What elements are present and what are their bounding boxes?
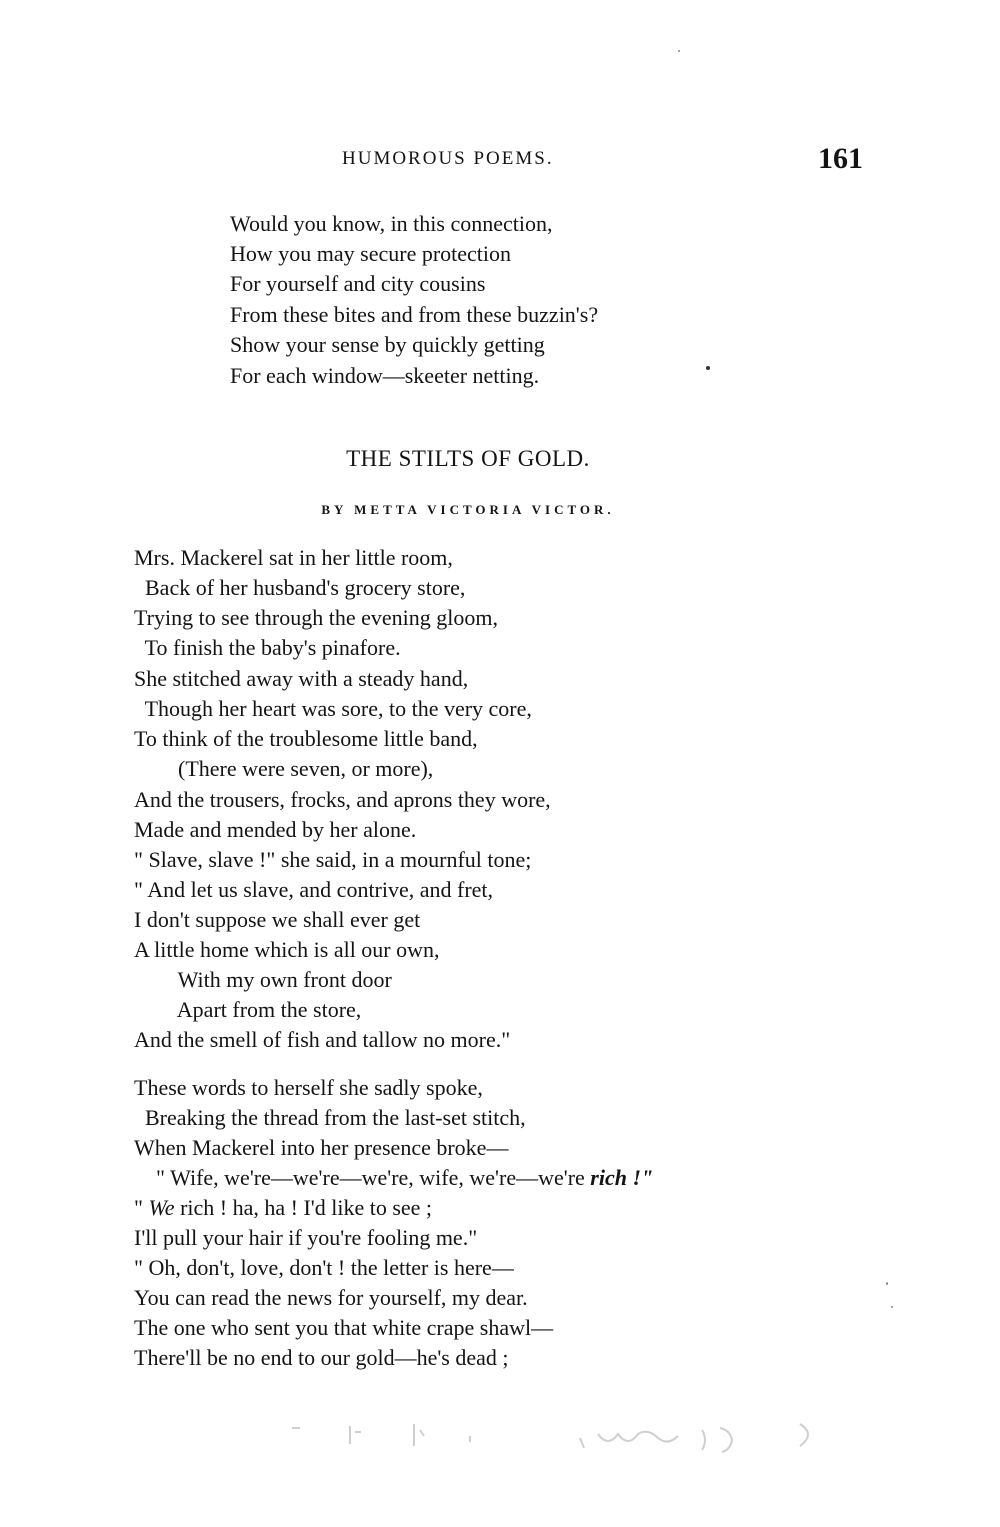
verse-line: To think of the troublesome little band, <box>134 726 478 751</box>
verse-line: Made and mended by her alone. <box>134 817 417 842</box>
verse-line: A little home which is all our own, <box>134 937 440 962</box>
verse-text: " <box>134 1195 149 1220</box>
verse-line: (There were seven, or more), <box>134 756 434 781</box>
verse-line: Show your sense by quickly getting <box>230 332 545 357</box>
emphasized-word: rich !" <box>590 1165 654 1190</box>
verse-line: These words to herself she sadly spoke, <box>134 1075 483 1100</box>
verse-line: With my own front door <box>134 967 392 992</box>
verse-line: " And let us slave, and contrive, and fret, <box>134 877 494 902</box>
faded-library-stamp <box>280 1420 840 1460</box>
verse-line: How you may secure protection <box>230 241 512 266</box>
verse-line: Mrs. Mackerel sat in her little room, <box>134 545 453 570</box>
verse-line: There'll be no end to our gold—he's dead ; <box>134 1345 509 1370</box>
verse-line: " Oh, don't, love, don't ! the letter is here— <box>134 1255 514 1280</box>
verse-line: Would you know, in this connection, <box>230 211 553 236</box>
verse-line: And the smell of fish and tallow no more." <box>134 1027 511 1052</box>
running-head: HUMOROUS POEMS. <box>342 148 554 169</box>
verse-line: From these bites and from these buzzin's? <box>230 302 599 327</box>
verse-text: rich ! ha, ha ! I'd like to see ; <box>174 1195 433 1220</box>
verse-line: For yourself and city cousins <box>230 271 486 296</box>
ink-dot <box>706 366 710 370</box>
verse-line: Apart from the store, <box>134 997 362 1022</box>
verse-line: To finish the baby's pinafore. <box>134 635 401 660</box>
verse-line: Though her heart was sore, to the very core, <box>134 696 532 721</box>
poem-byline: BY METTA VICTORIA VICTOR. <box>321 502 615 517</box>
page-number: 161 <box>818 142 863 175</box>
verse-line <box>134 1193 432 1223</box>
verse-line: The one who sent you that white crape shawl— <box>134 1315 554 1340</box>
verse-line: You can read the news for yourself, my dear. <box>134 1285 528 1310</box>
verse-line: I don't suppose we shall ever get <box>134 907 421 932</box>
verse-line: " Slave, slave !" she said, in a mournful tone; <box>134 847 532 872</box>
verse-line: And the trousers, frocks, and aprons they wore, <box>134 787 551 812</box>
verse-line: For each window—skeeter netting. <box>230 363 540 388</box>
scan-speck <box>891 1306 893 1308</box>
scan-speck <box>678 50 680 52</box>
scan-speck <box>886 1282 888 1285</box>
verse-line <box>134 1163 653 1193</box>
verse-line: I'll pull your hair if you're fooling me." <box>134 1225 478 1250</box>
verse-text: " Wife, we're—we're—we're, wife, we're—we're <box>134 1165 591 1190</box>
emphasized-word: We <box>148 1195 175 1220</box>
verse-line: Trying to see through the evening gloom, <box>134 605 498 630</box>
verse-line: When Mackerel into her presence broke— <box>134 1135 509 1160</box>
verse-line: She stitched away with a steady hand, <box>134 666 469 691</box>
poem-title: THE STILTS OF GOLD. <box>346 446 590 471</box>
verse-line: Back of her husband's grocery store, <box>134 575 466 600</box>
verse-line: Breaking the thread from the last-set stitch, <box>134 1105 526 1130</box>
page-header <box>0 142 1000 182</box>
